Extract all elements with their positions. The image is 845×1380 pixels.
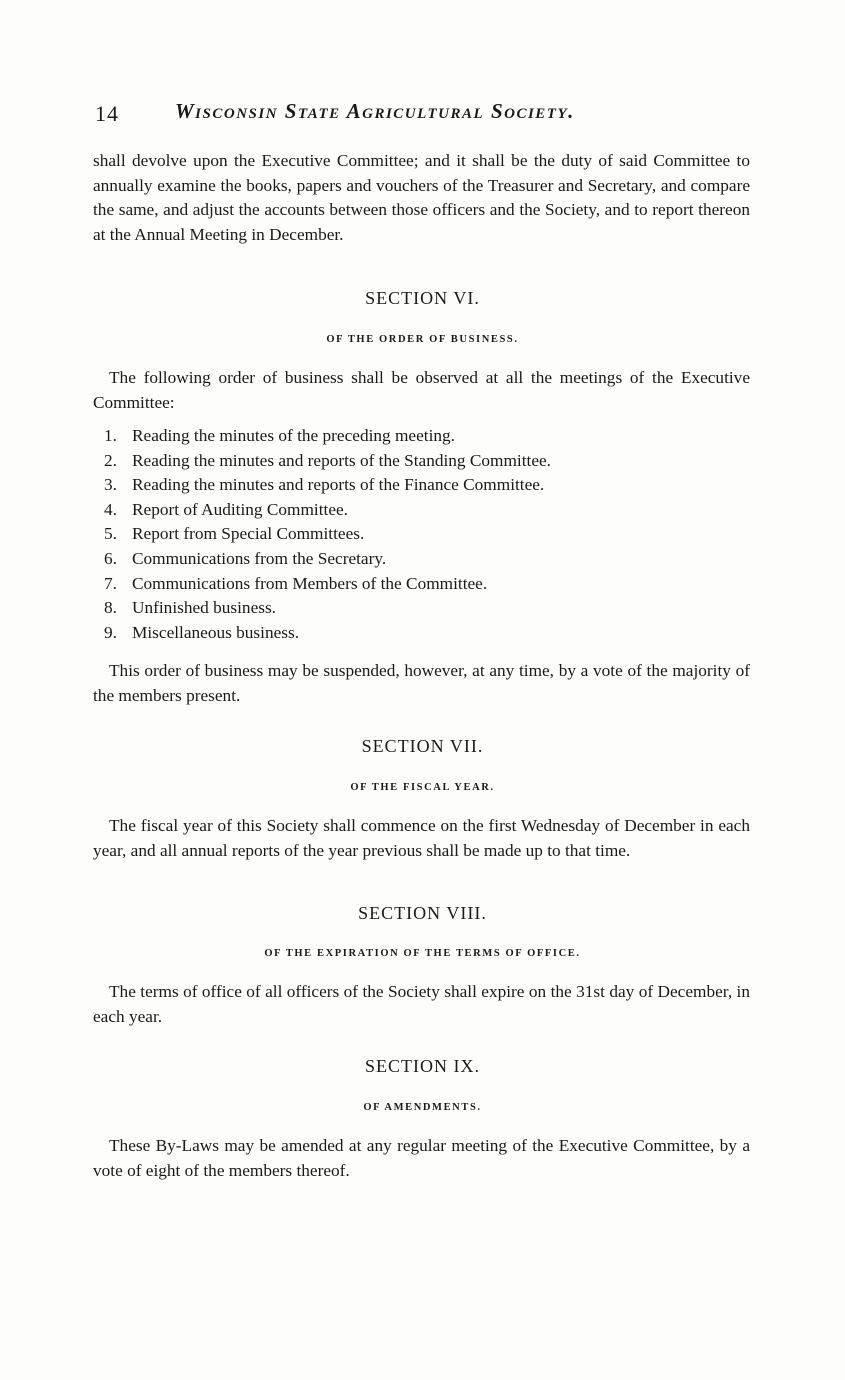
list-item-text: Report from Special Committees. [132, 524, 365, 544]
list-item-number: 1. [104, 426, 117, 445]
section-8-subtitle: OF THE EXPIRATION OF THE TERMS OF OFFICE. [264, 948, 581, 959]
section-7-body: The fiscal year of this Society shall commence on the first Wednesday of December in each year, and all annual reports of the year previous shall be made up to that time. [93, 816, 750, 860]
section-6-intro: The following order of business shall be observed at all the meetings of the Executive Committee: [93, 368, 750, 412]
section-7-title: SECTION VII. [361, 736, 484, 756]
list-item [104, 547, 551, 572]
list-item [104, 522, 551, 547]
page-header [95, 101, 755, 131]
list-item-number: 3. [104, 475, 117, 495]
section-6-title: SECTION VI. [365, 288, 480, 308]
list-item-number: 7. [104, 573, 117, 593]
list-item-text: Unfinished business. [132, 598, 277, 618]
list-item-text: Reading the minutes and reports of the Standing Committee. [132, 450, 551, 470]
list-item-text: Reading the minutes of the preceding meeting. [132, 426, 455, 445]
section-7-subtitle: OF THE FISCAL YEAR. [350, 782, 495, 793]
list-item-number: 8. [104, 598, 117, 618]
list-item [104, 572, 551, 597]
list-item-text: Communications from Members of the Committee. [132, 573, 488, 593]
list-item-text: Communications from the Secretary. [132, 548, 387, 568]
list-item [104, 449, 551, 474]
list-item [104, 473, 551, 498]
section-9-title: SECTION IX. [365, 1056, 480, 1076]
list-item [104, 424, 551, 449]
section-6-subtitle: OF THE ORDER OF BUSINESS. [326, 334, 519, 345]
list-item-number: 6. [104, 548, 117, 568]
list-item-text: Report of Auditing Committee. [132, 499, 348, 519]
list-item-number: 2. [104, 450, 117, 470]
list-item-text: Reading the minutes and reports of the Finance Committee. [132, 475, 545, 495]
section-9-body: These By-Laws may be amended at any regular meeting of the Executive Committee, by a vote of eight of the members thereof. [93, 1136, 750, 1180]
list-item [104, 596, 551, 621]
order-of-business-list [104, 424, 551, 645]
section-6-closing: This order of business may be suspended, however, at any time, by a vote of the majority of the members present. [93, 661, 750, 705]
list-item-number: 5. [104, 524, 117, 544]
section-9-subtitle: OF AMENDMENTS. [363, 1102, 482, 1113]
list-item-number: 9. [104, 622, 117, 642]
page-number: 14 [95, 101, 119, 126]
continuation-paragraph: shall devolve upon the Executive Committee; and it shall be the duty of said Committee to annually examine the books, papers and vouchers of the Treasurer and Secretary, and compare the same, and adjust the accounts between those officers and the Society, and to report thereon at the Annual Meeting in December. [93, 151, 750, 244]
list-item [104, 621, 551, 646]
list-item-number: 4. [104, 499, 117, 519]
running-title: Wisconsin State Agricultural Society. [175, 99, 575, 123]
section-8-title: SECTION VIII. [358, 903, 487, 923]
list-item [104, 498, 551, 523]
section-8-body: The terms of office of all officers of the Society shall expire on the 31st day of December, in each year. [93, 982, 750, 1026]
list-item-text: Miscellaneous business. [132, 622, 300, 642]
